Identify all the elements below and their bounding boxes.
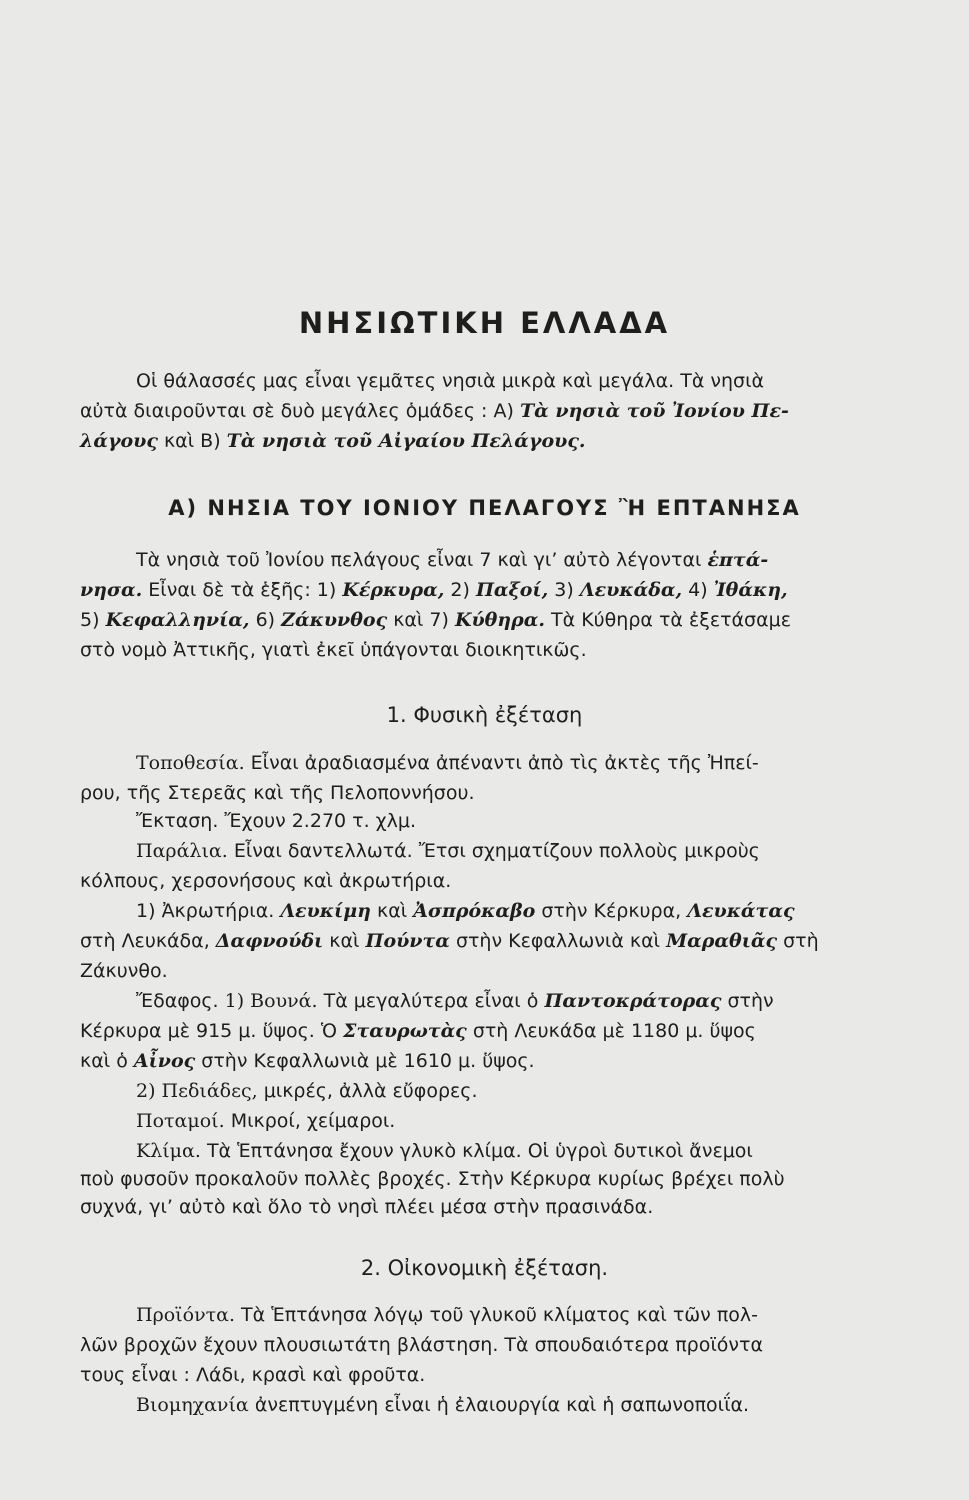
text: 1) [136, 900, 156, 922]
island-name: Ζάκυνθος [281, 609, 388, 631]
physical-line-4 [80, 838, 890, 864]
physical-heading: 1. Φυσικὴ ἐξέταση [386, 703, 583, 727]
economic-heading: 2. Οἰκονομικὴ ἐξέταση. [360, 1256, 609, 1280]
physical-line-14 [80, 1138, 890, 1164]
text: στὸ νομὸ Ἀττικῆς, γιατὶ ἐκεῖ ὑπάγονται διοικητικῶς. [80, 639, 587, 661]
text: 6) [255, 609, 276, 631]
intro-line-3 [80, 428, 890, 454]
section-a-line-1 [80, 547, 890, 573]
term: Τοποθεσία. [136, 752, 245, 774]
term: Ἔδαφος. [136, 990, 219, 1012]
place-name: Λευκάτας [687, 900, 795, 922]
term: Κλίμα. [136, 1140, 201, 1162]
italic-text: λάγους [80, 430, 158, 452]
text: τους εἶναι : Λάδι, κρασὶ καὶ φροῦτα. [80, 1364, 426, 1386]
text: Εἶναι δαντελλωτά. Ἔτσι σχηματίζουν πολλοὺς μικροὺς [233, 840, 760, 862]
text: στὴν Κεφαλλωνιὰ καὶ [455, 930, 661, 952]
physical-line-12 [80, 1078, 890, 1104]
section-a-line-4 [80, 637, 890, 663]
place-name: Πούντα [365, 930, 450, 952]
text: ρου, τῆς Στερεᾶς καὶ τῆς Πελοποννήσου. [80, 782, 475, 804]
text: 5) [80, 609, 100, 631]
text: Εἶναι δὲ τὰ ἑξῆς: 1) [148, 579, 337, 601]
text: καὶ [377, 900, 408, 922]
place-name: Σταυρωτὰς [343, 1020, 467, 1042]
text: 2) [450, 579, 470, 601]
island-name: Κεφαλληνία, [105, 609, 250, 631]
text: 4) [688, 579, 708, 601]
physical-line-15 [80, 1166, 890, 1192]
text: στὴν Κέρκυρα, [541, 900, 682, 922]
physical-line-3 [80, 808, 890, 834]
text: Οἱ θάλασσές μας εἶναι γεμᾶτες νησιὰ μικρὰ καὶ μεγάλα. Τὰ νησιὰ [136, 370, 765, 392]
term: Ἀκρωτήρια. [161, 900, 275, 922]
text: Τὰ Κύθηρα τὰ ἐξετάσαμε [551, 609, 791, 631]
text: στὴ [783, 930, 819, 952]
text: Εἶναι ἀραδιασμένα ἀπέναντι ἀπὸ τὶς ἀκτὲς τῆς Ἠπεί- [250, 752, 759, 774]
term: Παράλια. [136, 840, 228, 862]
italic-text: Τὰ νησιὰ τοῦ Ἰονίου Πε- [519, 400, 789, 422]
text: ποὺ φυσοῦν προκαλοῦν πολλὲς βροχές. Στὴν Κέρκυρα κυρίως βρέχει πολὺ [80, 1168, 785, 1190]
physical-line-1 [80, 750, 890, 776]
text: στὴν Κεφαλλωνιὰ μὲ 1610 μ. ὕψος. [201, 1050, 535, 1072]
italic-text: Τὰ νησιὰ τοῦ Αἰγαίου Πελάγους. [226, 430, 586, 452]
italic-text: νησα. [80, 579, 143, 601]
section-a-line-2 [80, 577, 890, 603]
term: 2) Πεδιάδες, [136, 1080, 258, 1102]
economic-line-3 [80, 1362, 890, 1388]
island-name: Κύθηρα. [454, 609, 545, 631]
italic-text: ἑπτά- [707, 549, 769, 571]
place-name: Δαφνούδι [215, 930, 324, 952]
text: Κέρκυρα μὲ 915 μ. ὕψος. Ὁ [80, 1020, 337, 1042]
physical-line-8 [80, 958, 890, 984]
text: κόλπους, χερσονήσους καὶ ἀκρωτήρια. [80, 870, 452, 892]
term: Ποταμοί. [136, 1110, 225, 1132]
text: στὴ Λευκάδα μὲ 1180 μ. ὕψος [472, 1020, 756, 1042]
island-name: Ἰθάκη, [713, 579, 788, 601]
physical-line-13 [80, 1108, 890, 1134]
section-a-heading: Α) ΝΗΣΙΑ ΤΟΥ ΙΟΝΙΟΥ ΠΕΛΑΓΟΥΣ Ἢ ΕΠΤΑΝΗΣΑ [168, 496, 801, 520]
island-name: Παξοί, [475, 579, 549, 601]
term: Προϊόντα. [136, 1304, 235, 1326]
economic-line-2 [80, 1332, 890, 1358]
term: Ἔκταση. [136, 810, 219, 832]
intro-line-1 [80, 368, 890, 394]
text: συχνά, γι’ αὐτὸ καὶ ὅλο τὸ νησὶ πλέει μέσα στὴν πρασινάδα. [80, 1196, 654, 1218]
text: καὶ 7) [393, 609, 449, 631]
physical-line-6 [80, 898, 890, 924]
term: 1) Βουνά. [224, 990, 318, 1012]
place-name: Παντοκράτορας [544, 990, 722, 1012]
island-name: Κέρκυρα, [342, 579, 445, 601]
text: Τὰ νησιὰ τοῦ Ἰονίου πελάγους εἶναι 7 καὶ γι’ αὐτὸ λέγονται [136, 549, 702, 571]
physical-line-11 [80, 1048, 890, 1074]
text: 3) [554, 579, 574, 601]
text: Μικροί, χείμαροι. [230, 1110, 396, 1132]
text: Ζάκυνθο. [80, 960, 168, 982]
term: Βιομηχανία [136, 1394, 249, 1416]
place-name: Αἶνος [133, 1050, 196, 1072]
place-name: Ἀσπρόκαβο [413, 900, 536, 922]
physical-line-5 [80, 868, 890, 894]
text: Τὰ μεγαλύτερα εἶναι ὁ [323, 990, 539, 1012]
text: Ἔχουν 2.270 τ. χλμ. [224, 810, 417, 832]
island-name: Λευκάδα, [579, 579, 683, 601]
place-name: Λευκίμη [280, 900, 371, 922]
economic-line-1 [80, 1302, 890, 1328]
text: ἀνεπτυγμένη εἶναι ἡ ἐλαιουργία καὶ ἡ σαπωνοποιΐα. [254, 1394, 750, 1416]
text: Τὰ Ἑπτάνησα ἔχουν γλυκὸ κλίμα. Οἱ ὑγροὶ δυτικοὶ ἄνεμοι [206, 1140, 753, 1162]
text: μικρές, ἀλλὰ εὔφορες. [263, 1080, 478, 1102]
page-title: ΝΗΣΙΩΤΙΚΗ ΕΛΛΑΔΑ [298, 306, 671, 340]
text: καὶ Β) [163, 430, 221, 452]
text: καὶ ὁ [80, 1050, 128, 1072]
text: λῶν βροχῶν ἔχουν πλουσιωτάτη βλάστηση. Τὰ σπουδαιότερα προϊόντα [80, 1334, 763, 1356]
text: αὐτὰ διαιροῦνται σὲ δυὸ μεγάλες ὁμάδες : Α) [80, 400, 514, 422]
physical-line-9 [80, 988, 890, 1014]
section-a-line-3 [80, 607, 890, 633]
place-name: Μαραθιᾶς [666, 930, 778, 952]
physical-line-16 [80, 1194, 890, 1220]
economic-line-4 [80, 1392, 890, 1418]
text: καὶ [329, 930, 360, 952]
physical-line-2 [80, 780, 890, 806]
text: Τὰ Ἑπτάνησα λόγῳ τοῦ γλυκοῦ κλίματος καὶ τῶν πολ- [241, 1304, 758, 1326]
intro-line-2 [80, 398, 890, 424]
physical-line-7 [80, 928, 890, 954]
physical-line-10 [80, 1018, 890, 1044]
text: στὴν [727, 990, 774, 1012]
text: στὴ Λευκάδα, [80, 930, 210, 952]
